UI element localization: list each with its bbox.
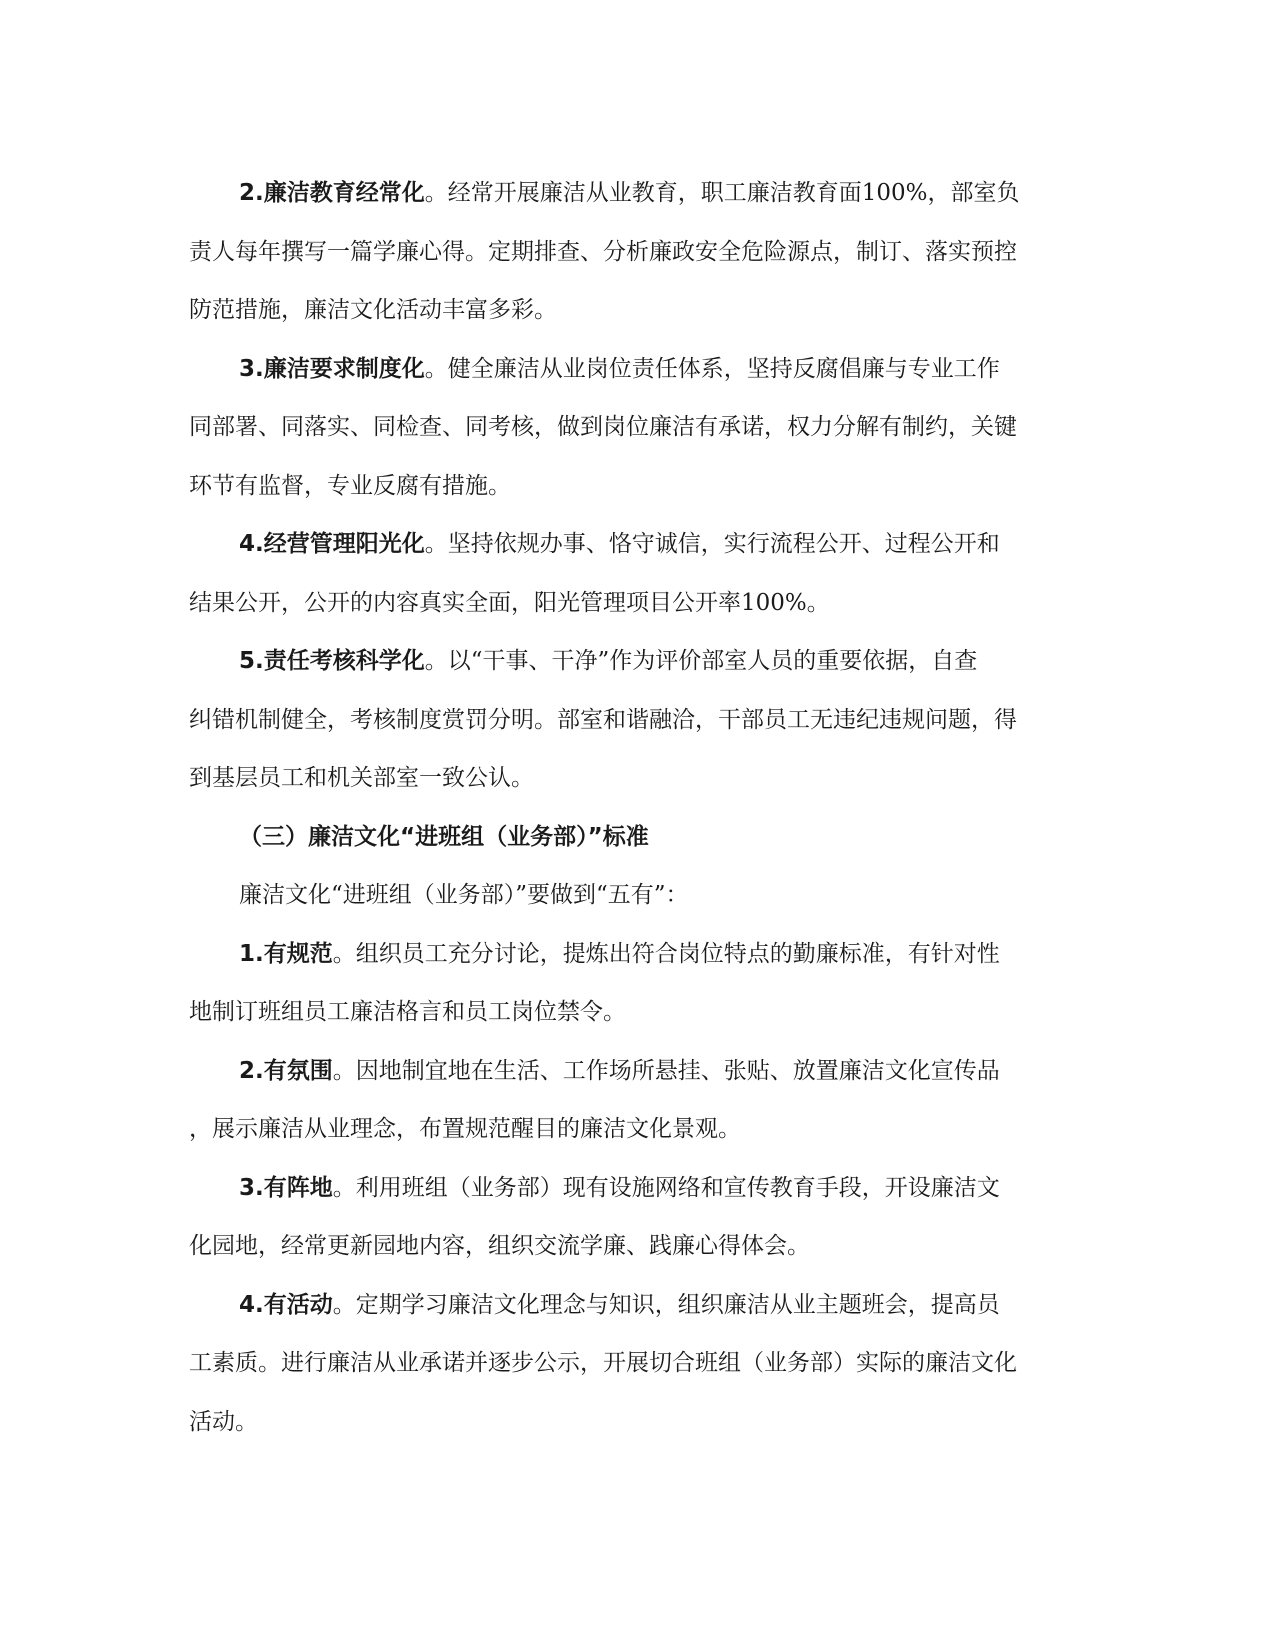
- paragraph-text: 。经常开展廉洁从业教育，职工廉洁教育面100%，部室负: [424, 180, 1020, 206]
- paragraph-venue: [189, 1159, 1087, 1276]
- paragraph-line: 地制订班组员工廉洁格言和员工岗位禁令。: [189, 999, 626, 1025]
- paragraph-text: 。因地制宜地在生活、工作场所悬挂、张贴、放置廉洁文化宣传品: [332, 1057, 1000, 1084]
- paragraph-line: 环节有监督，专业反腐有措施。: [189, 472, 511, 499]
- paragraph-line: [189, 515, 1087, 574]
- section-heading: （三）廉洁文化“进班组（业务部）”标准: [239, 823, 649, 850]
- paragraph-standard: [189, 925, 1087, 1042]
- paragraph-lead: 4.经营管理阳光化: [239, 531, 425, 557]
- paragraph-assessment: [189, 632, 1087, 808]
- paragraph-line: 到基层员工和机关部室一致公认。: [189, 765, 534, 791]
- paragraph-lead: 2.廉洁教育经常化: [239, 180, 425, 206]
- paragraph-activities: [189, 1276, 1087, 1452]
- paragraph-line: [189, 340, 1087, 399]
- paragraph-text: 。利用班组（业务部）现有设施网络和宣传教育手段，开设廉洁文: [332, 1174, 1000, 1201]
- paragraph-line: [189, 1159, 1087, 1218]
- paragraph-line: 纠错机制健全，考核制度赏罚分明。部室和谐融洽，干部员工无违纪违规问题，得: [189, 706, 1017, 733]
- document-body: [189, 164, 1087, 1451]
- paragraph-text: 。定期学习廉洁文化理念与知识，组织廉洁从业主题班会，提高员: [332, 1291, 1000, 1318]
- paragraph-text: 。组织员工充分讨论，提炼出符合岗位特点的勤廉标准，有针对性: [332, 940, 1000, 967]
- paragraph-line: 活动。: [189, 1408, 258, 1435]
- paragraph-line: 防范措施，廉洁文化活动丰富多彩。: [189, 297, 557, 323]
- paragraph-lead: 4.有活动: [239, 1291, 333, 1318]
- paragraph-line: 同部署、同落实、同检查、同考核，做到岗位廉洁有承诺，权力分解有制约，关键: [189, 414, 1017, 440]
- paragraph-institution: [189, 340, 1087, 516]
- paragraph-line: 工素质。进行廉洁从业承诺并逐步公示，开展切合班组（业务部）实际的廉洁文化: [189, 1350, 1017, 1376]
- paragraph-lead: 3.有阵地: [239, 1174, 333, 1201]
- paragraph-lead: 1.有规范: [239, 940, 333, 967]
- paragraph-lead: 2.有氛围: [239, 1057, 333, 1084]
- paragraph-transparency: [189, 515, 1087, 632]
- paragraph-five-haves-intro: [189, 866, 1087, 925]
- paragraph-text: 。以“干事、干净”作为评价部室人员的重要依据，自查: [424, 648, 978, 674]
- paragraph-text: 。坚持依规办事、恪守诚信，实行流程公开、过程公开和: [424, 531, 1000, 557]
- paragraph-line: [189, 1042, 1087, 1101]
- paragraph-line: [189, 164, 1087, 223]
- paragraph-line: [189, 925, 1087, 984]
- paragraph-lead: 3.廉洁要求制度化: [239, 355, 425, 382]
- paragraph-text: 。健全廉洁从业岗位责任体系，坚持反腐倡廉与专业工作: [424, 355, 1000, 382]
- paragraph-line: [189, 632, 1087, 691]
- paragraph-line: ，展示廉洁从业理念，布置规范醒目的廉洁文化景观。: [189, 1116, 741, 1142]
- paragraph-line: [189, 1276, 1087, 1335]
- paragraph-atmosphere: [189, 1042, 1087, 1159]
- paragraph-education: [189, 164, 1087, 340]
- paragraph-line: 结果公开，公开的内容真实全面，阳光管理项目公开率100%。: [189, 589, 830, 616]
- paragraph-line: 化园地，经常更新园地内容，组织交流学廉、践廉心得体会。: [189, 1233, 810, 1259]
- paragraph-line: 廉洁文化“进班组（业务部）”要做到“五有”：: [239, 882, 689, 908]
- paragraph-lead: 5.责任考核科学化: [239, 648, 425, 674]
- paragraph-line: 责人每年撰写一篇学廉心得。定期排查、分析廉政安全危险源点，制订、落实预控: [189, 238, 1017, 265]
